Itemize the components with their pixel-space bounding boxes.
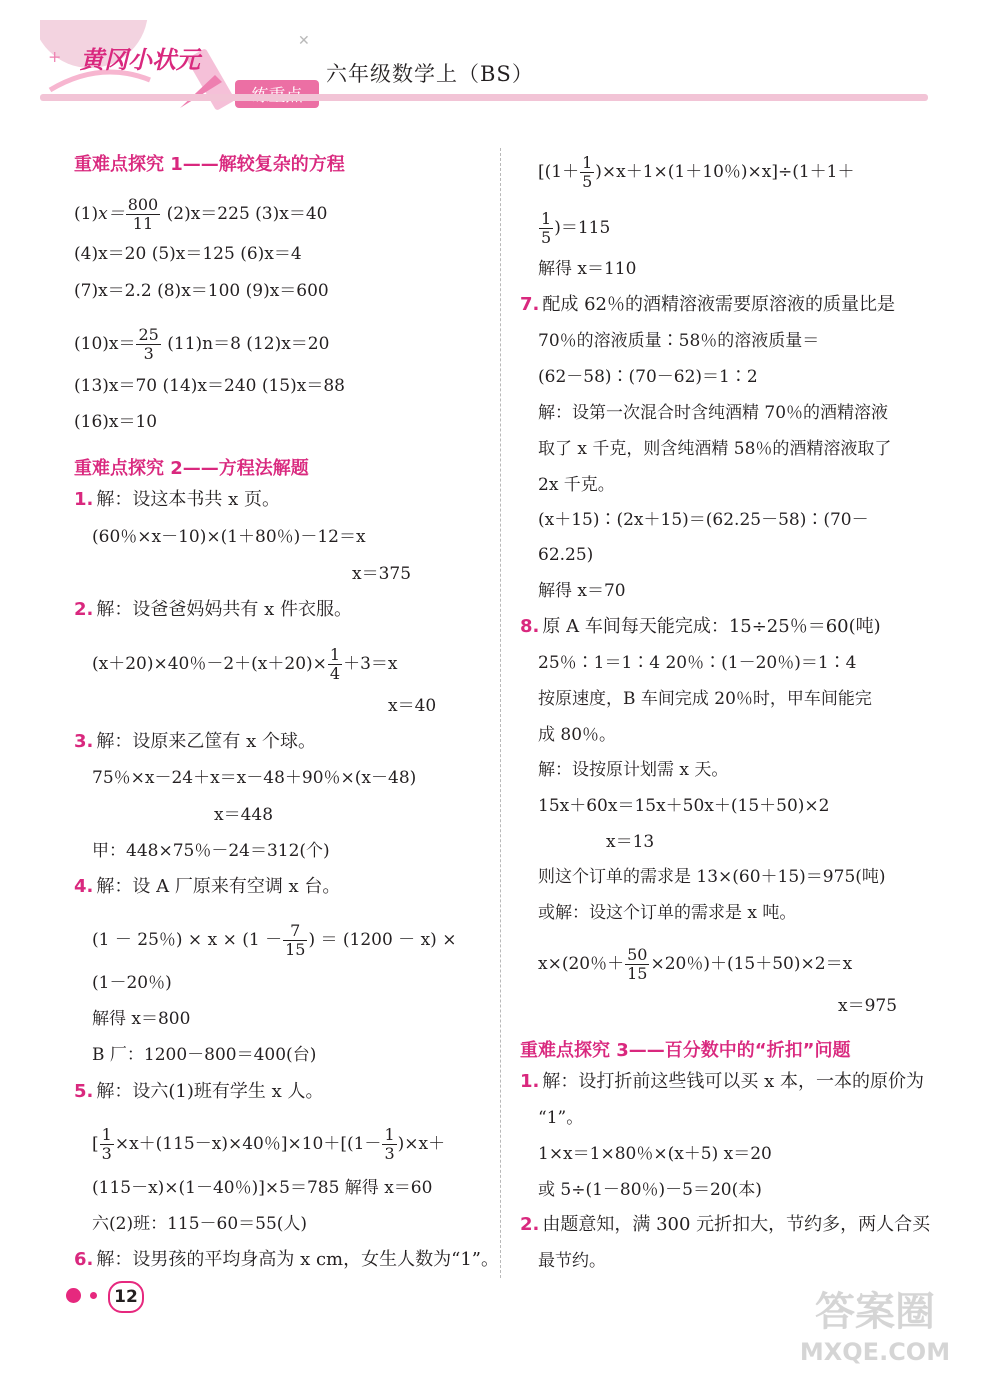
fraction: $\frac{50}{15}$ <box>627 945 648 983</box>
svg-text:✕: ✕ <box>298 33 310 49</box>
answer-line: x＝40 <box>388 696 437 716</box>
watermark-bottom: MXQE.COM <box>799 1338 951 1366</box>
answer-line: (7)x＝2.2 (8)x＝100 (9)x＝600 <box>74 281 329 301</box>
answer-line: (x＋20)×40％－2＋(x＋20)× $\frac{1}{4}$ ＋3＝x <box>92 645 398 683</box>
answer-line: 75％×x－24＋x＝x－48＋90％×(x－48) <box>92 768 417 788</box>
problem-8: 8. 原 A 车间每天能完成：15÷25％＝60(吨) <box>520 616 881 637</box>
answer-line: (1 － 25％) × x × (1 － $\frac{7}{15}$ ) ＝ (1200 － x) × <box>92 921 457 959</box>
section-3-title: 重难点探究 3——百分数中的“折扣”问题 <box>520 1040 851 1061</box>
answer-line: 六(2)班：115－60＝55(人) <box>92 1214 308 1234</box>
answer-line: (1)x＝ $\frac{800}{11}$ (2)x＝225 (3)x＝40 <box>74 195 328 233</box>
answer-line: (4)x＝20 (5)x＝125 (6)x＝4 <box>74 244 302 264</box>
fraction: $\frac{25}{3}$ <box>138 325 159 363</box>
answer-line: 15x＋60x＝15x＋50x＋(15＋50)×2 <box>538 796 830 816</box>
answer-line: (x＋15)∶(2x＋15)＝(62.25－58)∶(70－ <box>538 510 869 530</box>
problem-5: 5. 解：设六(1)班有学生 x 人。 <box>74 1081 324 1102</box>
answer-line: 25％∶1＝1∶4 20％∶(1－20％)＝1∶4 <box>538 653 857 673</box>
brand-logo <box>40 20 330 130</box>
answer-line: 70％的溶液质量∶58％的溶液质量＝ <box>538 331 820 351</box>
answer-line: 2x 千克。 <box>538 475 615 495</box>
problem-1: 1. 解：设这本书共 x 页。 <box>74 489 280 510</box>
fraction: $\frac{800}{11}$ <box>127 195 159 233</box>
answer-line: (10)x＝ $\frac{25}{3}$ (11)n＝8 (12)x＝20 <box>74 325 330 363</box>
answer-line: 取了 x 千克，则含纯酒精 58％的酒精溶液取了 <box>538 439 892 459</box>
answer-line: [(1＋ $\frac{1}{5}$ )×x＋1×(1＋10％)×x]÷(1＋1＋ <box>538 153 855 191</box>
answer-line: 1×x＝1×80％×(x＋5) x＝20 <box>538 1144 772 1164</box>
problem-3: 3. 解：设原来乙筐有 x 个球。 <box>74 731 316 752</box>
dot-icon <box>66 1288 81 1303</box>
problem-s3-1: 1. 解：设打折前这些钱可以买 x 本，一本的原价为 <box>520 1071 924 1092</box>
answer-line: (1－20％) <box>92 973 172 993</box>
answer-line: 则这个订单的需求是 13×(60＋15)＝975(吨) <box>538 867 886 887</box>
answer-line: x×(20％＋ $\frac{50}{15}$ ×20％)＋(15＋50)×2＝x <box>538 945 853 983</box>
answer-line: x＝975 <box>838 996 898 1016</box>
answer-line: 解得 x＝70 <box>538 581 626 601</box>
answer-line: (13)x＝70 (14)x＝240 (15)x＝88 <box>74 376 345 396</box>
watermark-top: 答案圈 <box>815 1289 935 1335</box>
book-subject: 六年级数学上（BS） <box>326 62 534 86</box>
problem-7: 7. 配成 62％的酒精溶液需要原溶液的质量比是 <box>520 294 895 315</box>
answer-line: [ $\frac{1}{3}$ ×x＋(115－x)×40％]×10＋[(1－ $\frac{1}{3}$ )×x＋ <box>92 1125 446 1163</box>
answer-line: (16)x＝10 <box>74 412 158 432</box>
problem-4: 4. 解：设 A 厂原来有空调 x 台。 <box>74 876 341 897</box>
answer-line: 甲：448×75％－24＝312(个) <box>92 841 330 861</box>
answer-line: 按原速度，B 车间完成 20％时，甲车间能完 <box>538 689 872 709</box>
answer-line: 成 80％。 <box>538 725 617 745</box>
fraction: $\frac{1}{3}$ <box>384 1125 395 1163</box>
page-number-label: 12 <box>108 1281 144 1313</box>
header-rule <box>40 94 928 101</box>
answer-line: 解：设第一次混合时含纯酒精 70％的酒精溶液 <box>538 403 889 423</box>
answer-line: B 厂：1200－800＝400(台) <box>92 1045 317 1065</box>
answer-line: 最节约。 <box>538 1251 606 1271</box>
answer-line: 或 5÷(1－80％)－5＝20(本) <box>538 1180 762 1200</box>
fraction: $\frac{1}{4}$ <box>329 645 341 683</box>
fraction: $\frac{1}{3}$ <box>101 1125 112 1163</box>
problem-6: 6. 解：设男孩的平均身高为 x cm，女生人数为“1”。 <box>74 1249 499 1270</box>
column-divider <box>500 148 501 1278</box>
answer-line: x＝448 <box>214 805 274 825</box>
section-1-title: 重难点探究 1——解较复杂的方程 <box>74 154 345 175</box>
answer-line: 解：设按原计划需 x 天。 <box>538 760 729 780</box>
svg-text:+: + <box>48 47 62 66</box>
answer-line: 或解：设这个订单的需求是 x 吨。 <box>538 903 797 923</box>
fraction: $\frac{1}{5}$ <box>582 153 593 191</box>
section-2-title: 重难点探究 2——方程法解题 <box>74 458 309 479</box>
answer-line: (115－x)×(1－40％)]×5＝785 解得 x＝60 <box>92 1178 433 1198</box>
answer-line: 解得 x＝800 <box>92 1009 191 1029</box>
answer-line: (60％×x－10)×(1＋80％)－12＝x <box>92 527 366 547</box>
fraction: $\frac{1}{5}$ <box>541 209 552 247</box>
answer-line: 62.25) <box>538 545 594 565</box>
problem-s3-2: 2. 由题意知，满 300 元折扣大，节约多，两人合买 <box>520 1214 931 1235</box>
answer-line: x＝13 <box>606 832 655 852</box>
fraction: $\frac{7}{15}$ <box>285 921 306 959</box>
answer-line: (62－58)∶(70－62)＝1∶2 <box>538 367 758 387</box>
problem-2: 2. 解：设爸爸妈妈共有 x 件衣服。 <box>74 599 352 620</box>
watermark <box>770 1280 980 1370</box>
answer-line: 解得 x＝110 <box>538 259 637 279</box>
dot-icon <box>90 1292 97 1299</box>
answer-line: “1”。 <box>538 1108 584 1128</box>
answer-line: x＝375 <box>352 564 412 584</box>
brand-name: 黄冈小状元 <box>80 46 200 74</box>
answer-line: $\frac{1}{5}$ )＝115 <box>541 209 611 247</box>
